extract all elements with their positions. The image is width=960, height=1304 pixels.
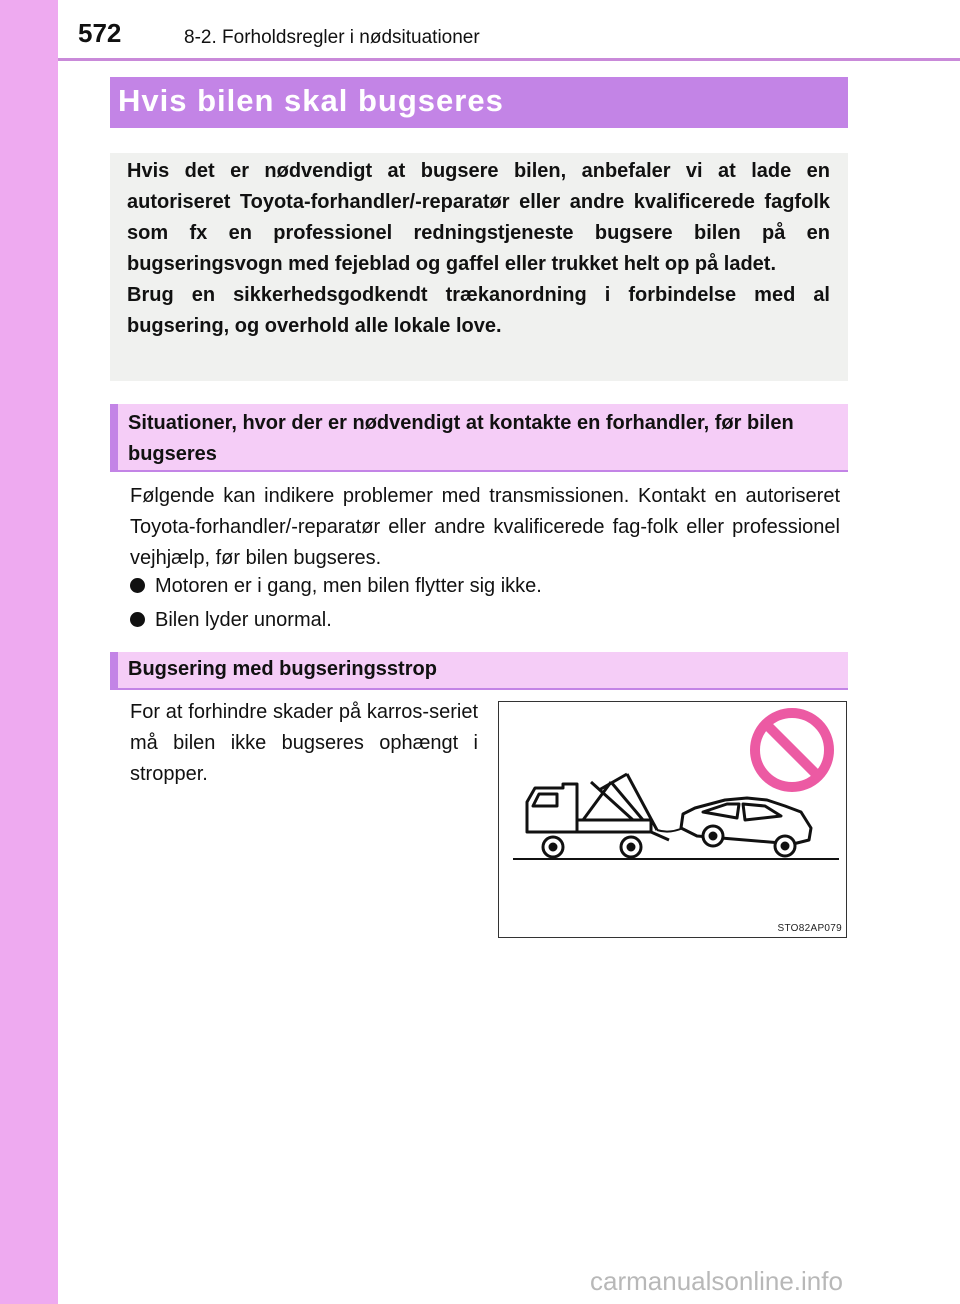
list-item-text: Bilen lyder unormal. [155, 609, 332, 631]
intro-text [127, 156, 830, 342]
tow-strap-line [657, 828, 683, 832]
section-heading-dealer [110, 404, 848, 472]
side-color-strip [0, 0, 58, 1304]
chapter-header: 8-2. Forholdsregler i nødsituationer [184, 27, 480, 48]
title-banner [110, 77, 848, 128]
section-heading-strap [110, 652, 848, 690]
intro-paragraph: Brug en sikkerhedsgodkendt trækanordning i forbindelse med al bugsering, og overhold alle lokale love. [127, 284, 830, 337]
car-icon [681, 798, 811, 856]
list-item [130, 571, 542, 602]
prohibition-icon [755, 713, 829, 787]
page-number: 572 [78, 18, 122, 48]
figure-code: STO82AP079 [777, 923, 842, 934]
section-heading-label: Situationer, hvor der er nødvendigt at kontakte en forhandler, før bilen bugseres [128, 412, 794, 465]
tow-strap-illustration [498, 701, 847, 938]
page-title: Hvis bilen skal bugseres [118, 83, 504, 118]
list-item [130, 605, 332, 636]
tow-truck-pulling-car-illustration [499, 702, 846, 937]
watermark-text: carmanualsonline.info [590, 1266, 843, 1296]
intro-paragraph: Hvis det er nødvendigt at bugsere bilen, anbefaler vi at lade en autoriseret Toyota-forhandler/-reparatør eller andre kvalificerede fagfolk som fx en professionel redningstjeneste bugsere bilen på en bugseringsvogn med fejeblad og gaffel eller trukket helt op på ladet. [127, 160, 830, 275]
strap-warning-paragraph: For at forhindre skader på karros-seriet må bilen ikke bugseres ophængt i stropper. [130, 701, 478, 785]
bullet-dot-icon [130, 612, 145, 627]
body-paragraph: Følgende kan indikere problemer med transmissionen. Kontakt en autoriseret Toyota-forhandler/-reparatør eller andre kvalificerede fag-folk eller professionel vejhjælp, før bilen bugseres. [130, 485, 840, 569]
header-divider [58, 58, 960, 61]
bullet-dot-icon [130, 578, 145, 593]
intro-box [110, 153, 848, 381]
section-heading-label: Bugsering med bugseringsstrop [128, 658, 437, 680]
tow-truck-icon [527, 774, 669, 857]
list-item-text: Motoren er i gang, men bilen flytter sig ikke. [155, 575, 542, 597]
